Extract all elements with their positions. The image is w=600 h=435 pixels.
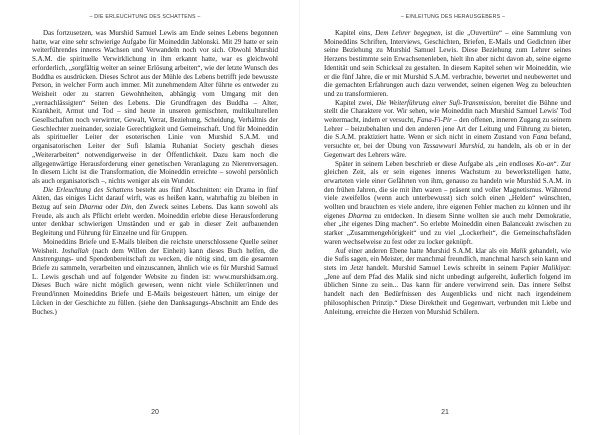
text-run: handelt. Murshid Samuel Lewis schreibt in seinem Papier — [363, 263, 543, 272]
italic-term: Fana-Fi-Pir — [416, 116, 452, 125]
italic-term: Dharma — [79, 203, 103, 212]
page-number-right: 21 — [441, 409, 449, 416]
text-run: zu entdecken. In diesem Sinne wollten sie auch mehr Demokratie, eher „ihr eigenes Ding machen“. So erlebte Moineddin einen Balanceakt zwischen zu starker „Zusammengehörigkeit“ und zu viel „Lockerheit“, die Gemeinschaftsfäden waren wechselweise zu fest oder zu locker geknüpft. — [324, 211, 571, 246]
left-page-body — [32, 29, 278, 316]
paragraph — [32, 238, 278, 316]
paragraph — [324, 29, 571, 99]
italic-term: Jetzt — [350, 263, 364, 272]
text-run: oder — [102, 203, 121, 212]
paragraph — [324, 99, 571, 160]
italic-term: Inshallah — [61, 246, 89, 255]
text-run: besteht aus fünf Abschnitten: ein Drama in fünf Akten, das einiges Licht darauf wirft, was es heißen kann, wahrhaftig zu bleiben in Bezug auf sein — [32, 185, 278, 212]
paragraph — [32, 186, 278, 238]
italic-term: Ko-an — [536, 159, 554, 168]
text-run: Kapitel zwei, — [335, 98, 377, 107]
italic-term: Dharma — [348, 211, 372, 220]
chapter-title: Die Weiterführung einer Sufi-Transmission — [376, 98, 500, 107]
text-run: : „Jene auf dem Pfad des Malik sind nicht unbedingt aufgereiht, äußerlich folgend im üblichen Sinne zu sein... Das kann für andere verwirrend sein. Das innere Selbst handelt nach den Bedürfnissen des Augenblicks und nicht nach irgendeinem philosophischen Prinzip.“ Diese Direktheit und Gegenwart, verbunden mit Liebe und Anleitung, erreichte die Herzen von Murshid Schülern. — [324, 263, 571, 316]
running-header-left: – DIE ERLEUCHTUNG DES SCHATTENS – — [89, 14, 201, 20]
text-run: , ist die „Ouvertüre“ – eine Sammlung von Moineddins Schriften, Interviews, Geschichten, Briefen, E-Mails und Gedichten über seine Beziehung zu Murshid Samuel Lewis. Diese Beziehung zum Lehrer seines Herzens bestimmte sein Erwachsenenleben, hielt ihn aber nicht davon ab, seine eigene Identität und sein Schicksal zu gestalten. In diesem Kapitel sehen wir Moineddin, wie er die fünf Jahre, die er mit Murshid S.A.M. verbrachte, bewertet und neubewertet und die gemachten Erfahrungen auch dazu verwendet, seinen eigenen Weg zu beleuchten und zu transformieren. — [324, 29, 571, 98]
italic-term: Fana — [532, 133, 548, 142]
text-run: befand, versuchte er, bei der Übung von — [324, 133, 572, 151]
chapter-title: Dem Lehrer begegnen — [375, 29, 441, 37]
text-run: , zu handeln, als ob er in der Gegenwart des Lehrers wäre. — [324, 142, 571, 159]
text-run: Auf einer anderen Ebene hatte Murshid S.A.M. klar als ein — [335, 246, 511, 255]
italic-term: Tassawwuri Murshid — [422, 142, 484, 151]
right-page-body — [324, 29, 571, 316]
text-run: Kapitel eins, — [335, 29, 376, 37]
text-run: “. Zur gleichen Zeit, als er sein eigenes inneres Wachstum zu bewerkstelligen hatte, erwarteten viele einer Gefährten von ihm, genauso zu handeln wie Murshid S.A.M. in den frühen Jahren, die sie mit ihm waren – präsent und voller Magnetismus. Während viele zweifellos (wenn auch unterbewusst) sich solch einen „Helden“ wünschten, wollten und brauchten es viele andere, ihre eigenen Fehler machen zu können und ihr eigenes — [324, 159, 572, 220]
italic-term: Malik — [510, 246, 527, 255]
text-run: , den Zweck seines Lebens. Das kann sowohl als Freude, als auch als Pflicht erlebt werden. Moineddin erlebte diese Herausforderung unter denkbar schwierigen Umständen und er gab in dieser Zeit aufbauenden Begleitung und Führung für Einzelne und für Gruppen. — [32, 203, 278, 238]
paragraph — [32, 29, 278, 186]
text-run: Moineddins Briefe und E-Mails bleiben die reichste unerschlossene Quelle seiner Weisheit. — [32, 237, 278, 255]
running-header-right: – EINLEITUNG DES HERAUSGEBERS – — [400, 14, 506, 20]
text-run: , bereitet die Bühne und stellt die Charaktere vor. Wir sehen, wie Moineddin nach Murshid Samuel Lewis' Tod weitermacht, indem er versucht, — [324, 98, 571, 125]
italic-term: Malikiyat — [542, 263, 570, 272]
text-run: Später in seinem Leben beschrieb er diese Aufgabe als „ein endloses — [335, 159, 537, 168]
book-title: Die Erleuchtung des Schattens — [43, 185, 134, 194]
italic-term: Din — [120, 203, 132, 212]
text-run: Das fortzusetzen, was Murshid Samuel Lewis am Ende seines Lebens begonnen hatte, war eine sehr schwierige Aufgabe für Moineddin Jablonski. Mit 29 hatte er sein weiterführendes inneres Wachsen und Verwandeln noch vor sich. Obwohl Murshid S.A.M. die spirituelle Verwirklichung in ihm erkannt hatte, war es gleichwohl erforderlich, „sorgfältig weiter an seiner Erlösung arbeiten“, wie der letzte Wunsch des Buddha es ausdrücken. Dieses Schrot aus der Mühle des Lebens betrifft jede bewusste Person, in welcher Form auch immer. Mit zunehmendem Alter führte es entweder zu Weisheit oder zu starren Gewohnheiten, abhängig vom Umgang mit den „vernachlässigten“ Seiten des Lebens. Die Grundfragen des Buddha – Alter, Krankheit, Armut und Tod – sind heute in unseren gemischten, multikulturellen Gesellschaften noch verwirrter, Gewalt, Verrat, Beziehung, Scheidung, Verhältnis der Geschlechter zueinander, soziale Gerechtigkeit und Gemeinschaft. Und für Moineddin als spiritueller Leiter der esoterischen Linie von Murshid S.A.M. und organisatorischen Leiter der Sufi Islamia Ruhaniat Society geschah dieses „Weiterarbeiten“ notwendigerweise in der Öffentlichkeit. Dazu kam noch die allgegenwärtige Herausforderung einer genetischen Veranlagung zu Nierenversagen. In diesem Licht ist die Transformation, die Moineddin erreichte – sowohl persönlich als auch organisatorisch –, nichts weniger als ein Wunder. — [32, 29, 278, 185]
text-run: (nach dem Willen der Einheit) kann dieses Buch helfen, die Anstrengungs- und Spendenbereitschaft zu wecken, die nötig sind, um die gesamten Briefe zu sammeln, verarbeiten und einzuscannen, ähnlich wie es für Murshid Samuel L. Lewis geschah und auf folgender Website zu finden ist: www.murshidsam.org. Dieses Buch wäre nicht möglich gewesen, wenn nicht viele Schüler/innen und Freund/innen Moineddins Briefe und E-Mails beigesteuert hätten, um einige der Lücken in der Geschichte zu füllen. (siehe den Danksagungs-Abschnitt am Ende des Buches.) — [32, 246, 278, 316]
page-number-left: 20 — [151, 409, 159, 416]
paragraph — [324, 160, 571, 247]
text-run: gehandelt, wie die Sufis sagen, ein Meister, der manchmal freundlich, manchmal harsch sein kann und stets im — [324, 246, 571, 272]
right-page — [300, 0, 600, 435]
paragraph — [324, 247, 571, 317]
text-run: – den offenen, inneren Zugang zu seinem Lehrer – beizubehalten und den anderen jene Art der Leitung und Führung zu bieten, die S.A.M. praktiziert hatte. Wenn er sich nicht in einem Zustand von — [324, 116, 572, 142]
